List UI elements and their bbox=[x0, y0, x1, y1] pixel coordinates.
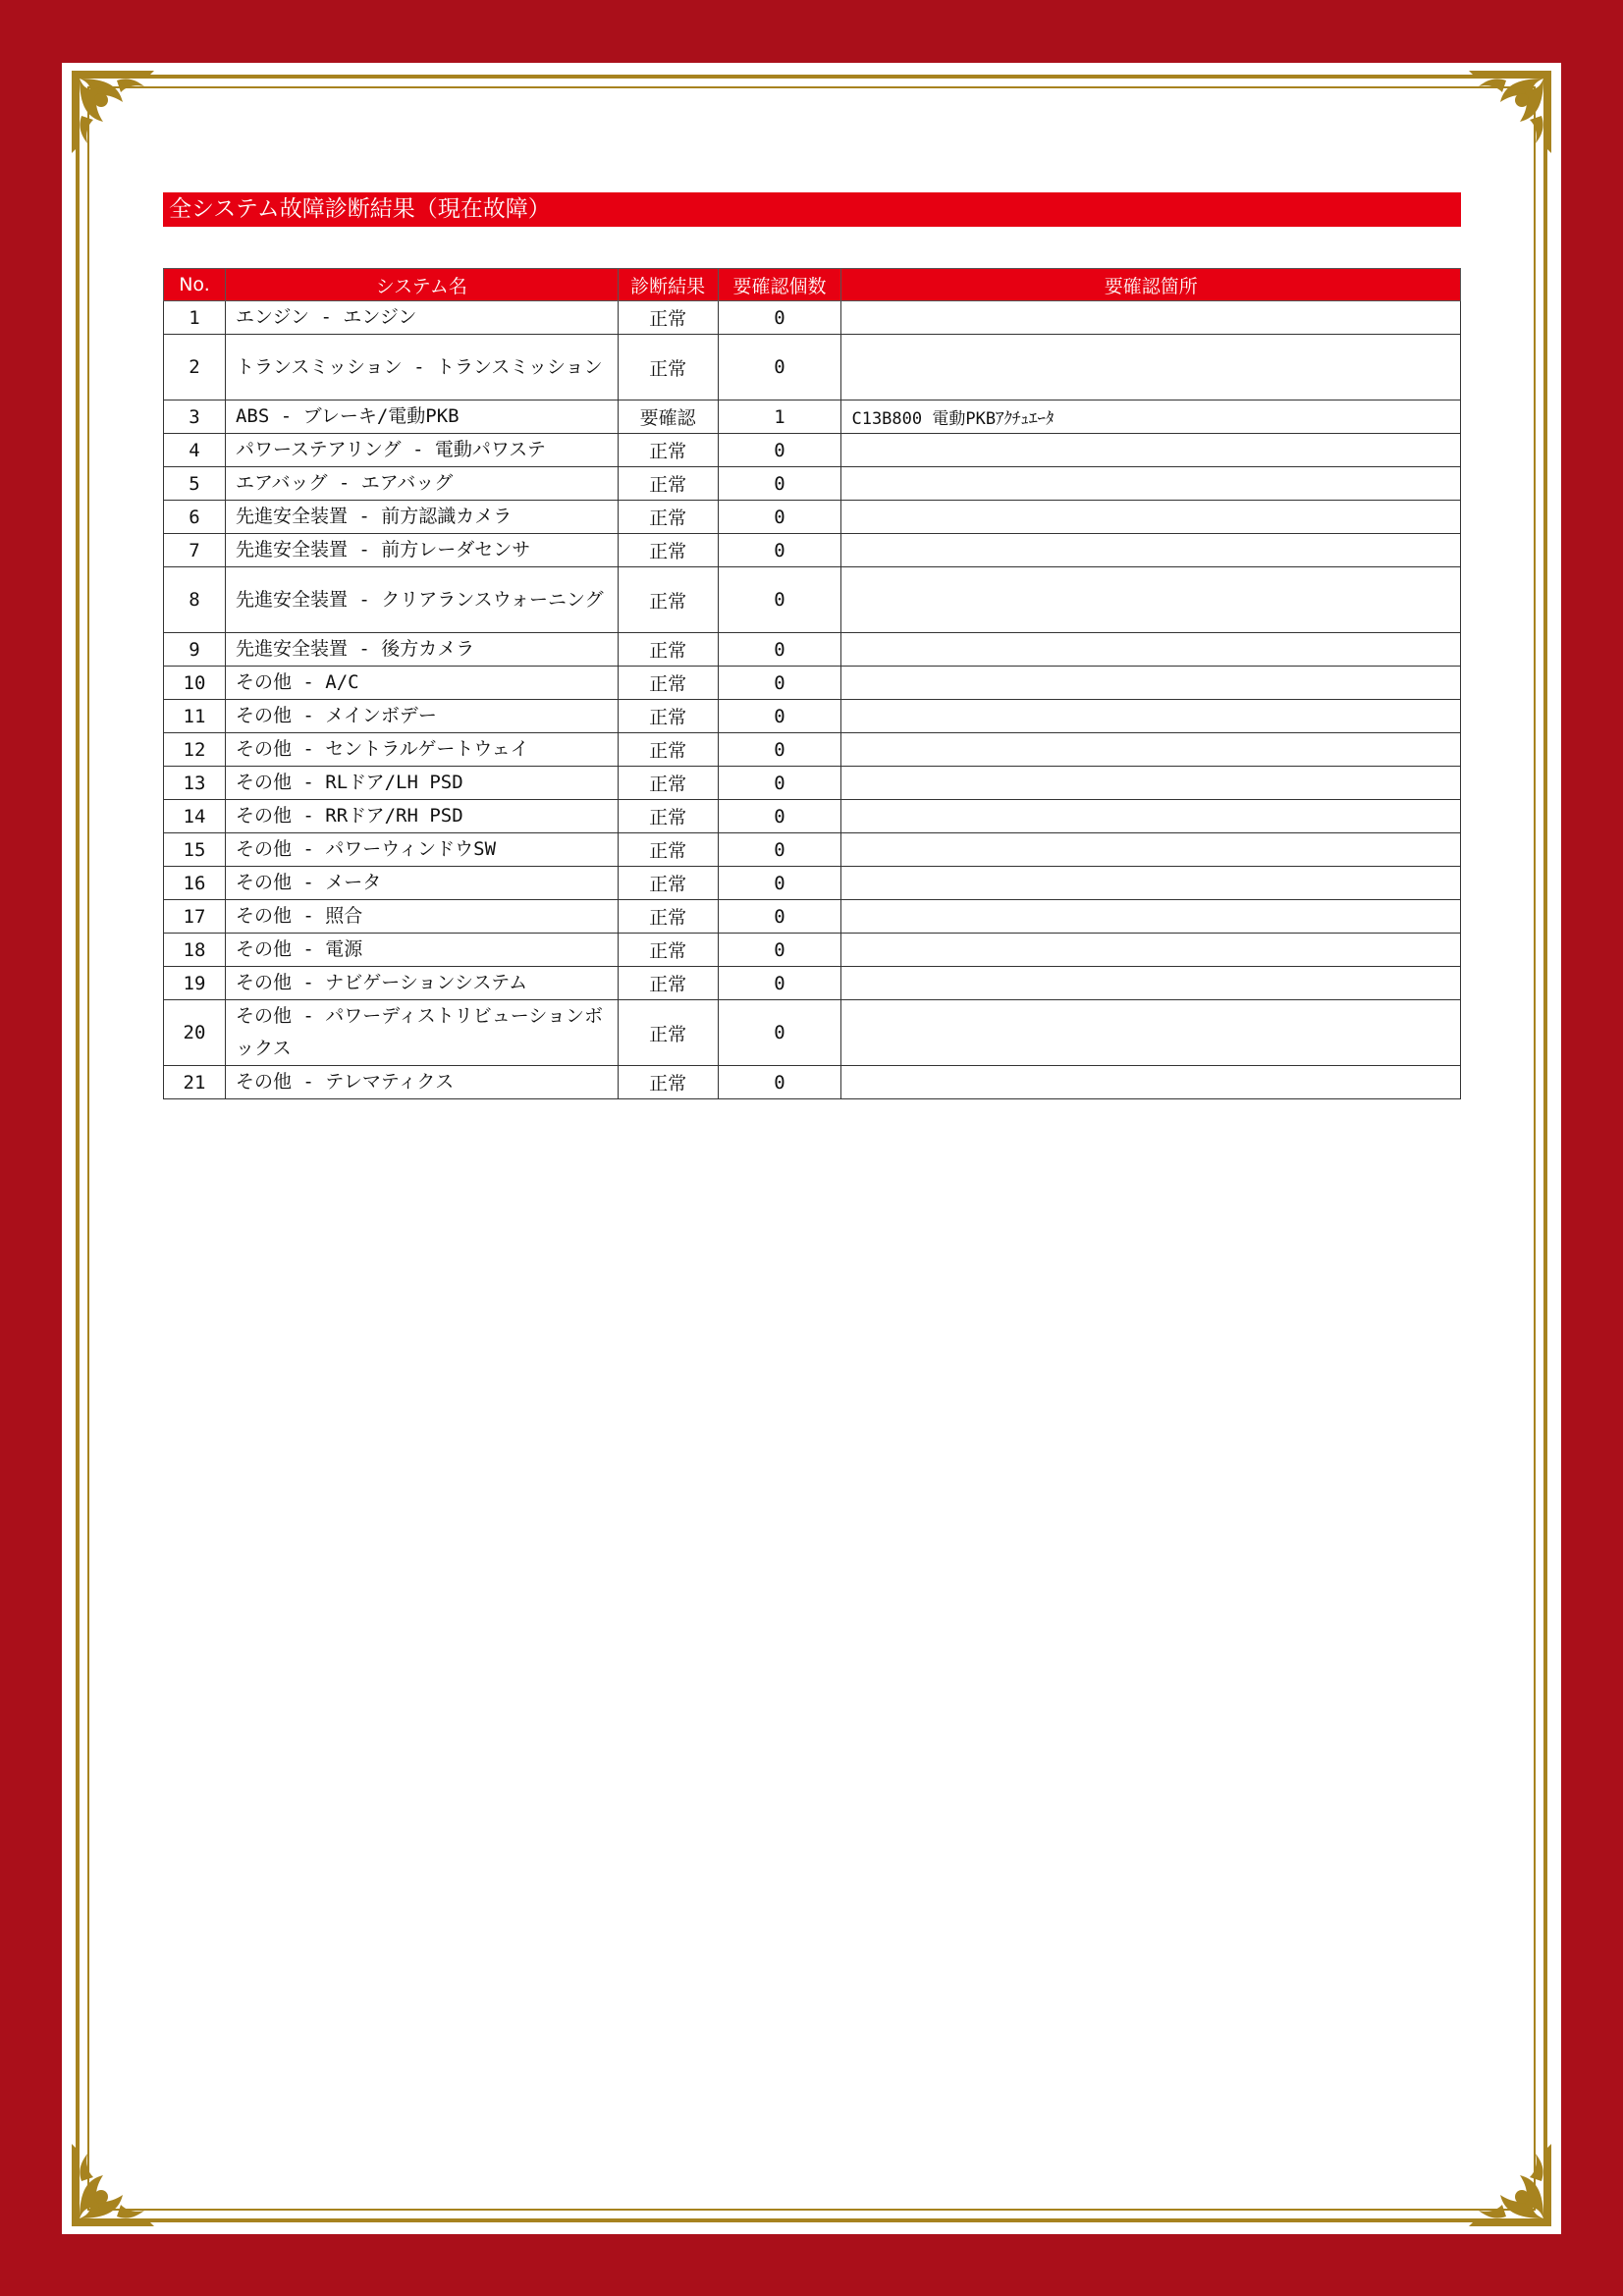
row-number-cell: 5 bbox=[164, 467, 226, 501]
diagnosis-result-cell: 正常 bbox=[618, 1000, 718, 1066]
system-name-cell: その他 - RLドア/LH PSD bbox=[225, 767, 618, 800]
check-count-cell: 0 bbox=[718, 967, 841, 1000]
diagnosis-result-cell: 正常 bbox=[618, 900, 718, 934]
check-detail-cell bbox=[841, 767, 1461, 800]
row-number-cell: 8 bbox=[164, 567, 226, 633]
check-count-cell: 0 bbox=[718, 567, 841, 633]
system-name-cell: その他 - RRドア/RH PSD bbox=[225, 800, 618, 833]
section-title: 全システム故障診断結果（現在故障） bbox=[163, 192, 1461, 227]
diagnosis-result-cell: 正常 bbox=[618, 335, 718, 400]
column-header-detail: 要確認箇所 bbox=[841, 269, 1461, 301]
table-row bbox=[164, 1000, 1461, 1066]
row-number-cell: 21 bbox=[164, 1066, 226, 1099]
table-row bbox=[164, 733, 1461, 767]
check-detail-cell bbox=[841, 567, 1461, 633]
check-count-cell: 0 bbox=[718, 833, 841, 867]
system-name-cell: パワーステアリング - 電動パワステ bbox=[225, 434, 618, 467]
table-row bbox=[164, 667, 1461, 700]
system-name-cell: その他 - パワーウィンドウSW bbox=[225, 833, 618, 867]
check-count-cell: 0 bbox=[718, 335, 841, 400]
diagnosis-result-cell: 正常 bbox=[618, 767, 718, 800]
diagnosis-result-cell: 正常 bbox=[618, 733, 718, 767]
column-header-result: 診断結果 bbox=[618, 269, 718, 301]
row-number-cell: 3 bbox=[164, 400, 226, 434]
check-detail-cell bbox=[841, 900, 1461, 934]
table-row bbox=[164, 767, 1461, 800]
table-row bbox=[164, 833, 1461, 867]
check-count-cell: 0 bbox=[718, 1066, 841, 1099]
report-page bbox=[62, 63, 1561, 2234]
row-number-cell: 4 bbox=[164, 434, 226, 467]
check-count-cell: 1 bbox=[718, 400, 841, 434]
diagnosis-table bbox=[163, 268, 1461, 1099]
row-number-cell: 14 bbox=[164, 800, 226, 833]
check-detail-cell bbox=[841, 467, 1461, 501]
system-name-cell: その他 - 照合 bbox=[225, 900, 618, 934]
row-number-cell: 2 bbox=[164, 335, 226, 400]
row-number-cell: 6 bbox=[164, 501, 226, 534]
table-row bbox=[164, 633, 1461, 667]
system-name-cell: その他 - 電源 bbox=[225, 934, 618, 967]
system-name-cell: エンジン - エンジン bbox=[225, 301, 618, 335]
diagnosis-result-cell: 正常 bbox=[618, 800, 718, 833]
system-name-cell: 先進安全装置 - 前方認識カメラ bbox=[225, 501, 618, 534]
check-detail-cell bbox=[841, 833, 1461, 867]
system-name-cell: 先進安全装置 - 前方レーダセンサ bbox=[225, 534, 618, 567]
diagnosis-result-cell: 要確認 bbox=[618, 400, 718, 434]
diagnosis-result-cell: 正常 bbox=[618, 833, 718, 867]
system-name-cell: 先進安全装置 - クリアランスウォーニング bbox=[225, 567, 618, 633]
row-number-cell: 15 bbox=[164, 833, 226, 867]
check-detail-cell bbox=[841, 301, 1461, 335]
check-count-cell: 0 bbox=[718, 501, 841, 534]
diagnosis-result-cell: 正常 bbox=[618, 934, 718, 967]
check-count-cell: 0 bbox=[718, 900, 841, 934]
check-detail-cell bbox=[841, 501, 1461, 534]
system-name-cell: その他 - メータ bbox=[225, 867, 618, 900]
check-detail-cell bbox=[841, 633, 1461, 667]
diagnosis-result-cell: 正常 bbox=[618, 700, 718, 733]
diagnosis-result-cell: 正常 bbox=[618, 534, 718, 567]
check-detail-cell bbox=[841, 967, 1461, 1000]
system-name-cell: その他 - ナビゲーションシステム bbox=[225, 967, 618, 1000]
row-number-cell: 13 bbox=[164, 767, 226, 800]
row-number-cell: 10 bbox=[164, 667, 226, 700]
check-count-cell: 0 bbox=[718, 633, 841, 667]
system-name-cell: その他 - A/C bbox=[225, 667, 618, 700]
check-detail-cell bbox=[841, 867, 1461, 900]
check-detail-cell bbox=[841, 700, 1461, 733]
table-header-row bbox=[164, 269, 1461, 301]
check-detail-cell bbox=[841, 434, 1461, 467]
system-name-cell: ABS - ブレーキ/電動PKB bbox=[225, 400, 618, 434]
check-detail-cell bbox=[841, 335, 1461, 400]
check-count-cell: 0 bbox=[718, 867, 841, 900]
table-row bbox=[164, 434, 1461, 467]
table-row bbox=[164, 700, 1461, 733]
check-count-cell: 0 bbox=[718, 434, 841, 467]
system-name-cell: トランスミッション - トランスミッション bbox=[225, 335, 618, 400]
diagnosis-result-cell: 正常 bbox=[618, 967, 718, 1000]
check-count-cell: 0 bbox=[718, 733, 841, 767]
row-number-cell: 20 bbox=[164, 1000, 226, 1066]
check-detail-cell bbox=[841, 800, 1461, 833]
diagnosis-result-cell: 正常 bbox=[618, 667, 718, 700]
corner-ornament-icon bbox=[1465, 67, 1555, 157]
check-detail-cell: C13B800 電動PKBｱｸﾁｭｴｰﾀ bbox=[841, 400, 1461, 434]
diagnosis-result-cell: 正常 bbox=[618, 501, 718, 534]
row-number-cell: 16 bbox=[164, 867, 226, 900]
diagnosis-result-cell: 正常 bbox=[618, 1066, 718, 1099]
table-row bbox=[164, 301, 1461, 335]
check-detail-cell bbox=[841, 667, 1461, 700]
system-name-cell: その他 - パワーディストリビューションボックス bbox=[225, 1000, 618, 1066]
table-row bbox=[164, 867, 1461, 900]
column-header-count: 要確認個数 bbox=[718, 269, 841, 301]
diagnosis-result-cell: 正常 bbox=[618, 467, 718, 501]
check-count-cell: 0 bbox=[718, 700, 841, 733]
table-row bbox=[164, 467, 1461, 501]
system-name-cell: その他 - テレマティクス bbox=[225, 1066, 618, 1099]
table-row bbox=[164, 534, 1461, 567]
column-header-system: システム名 bbox=[225, 269, 618, 301]
table-row bbox=[164, 501, 1461, 534]
row-number-cell: 7 bbox=[164, 534, 226, 567]
check-detail-cell bbox=[841, 1066, 1461, 1099]
diagnosis-result-cell: 正常 bbox=[618, 434, 718, 467]
check-count-cell: 0 bbox=[718, 534, 841, 567]
row-number-cell: 1 bbox=[164, 301, 226, 335]
check-count-cell: 0 bbox=[718, 667, 841, 700]
table-row bbox=[164, 400, 1461, 434]
diagnosis-result-cell: 正常 bbox=[618, 301, 718, 335]
row-number-cell: 9 bbox=[164, 633, 226, 667]
check-detail-cell bbox=[841, 1000, 1461, 1066]
check-count-cell: 0 bbox=[718, 767, 841, 800]
check-count-cell: 0 bbox=[718, 800, 841, 833]
system-name-cell: その他 - メインボデー bbox=[225, 700, 618, 733]
check-count-cell: 0 bbox=[718, 467, 841, 501]
row-number-cell: 17 bbox=[164, 900, 226, 934]
row-number-cell: 12 bbox=[164, 733, 226, 767]
row-number-cell: 19 bbox=[164, 967, 226, 1000]
check-count-cell: 0 bbox=[718, 301, 841, 335]
corner-ornament-icon bbox=[1465, 2140, 1555, 2230]
corner-ornament-icon bbox=[68, 2140, 158, 2230]
table-row bbox=[164, 900, 1461, 934]
table-row bbox=[164, 934, 1461, 967]
row-number-cell: 18 bbox=[164, 934, 226, 967]
check-detail-cell bbox=[841, 534, 1461, 567]
system-name-cell: その他 - セントラルゲートウェイ bbox=[225, 733, 618, 767]
column-header-no: No. bbox=[164, 269, 226, 301]
table-row bbox=[164, 967, 1461, 1000]
table-row bbox=[164, 800, 1461, 833]
table-row bbox=[164, 1066, 1461, 1099]
system-name-cell: エアバッグ - エアバッグ bbox=[225, 467, 618, 501]
check-count-cell: 0 bbox=[718, 1000, 841, 1066]
system-name-cell: 先進安全装置 - 後方カメラ bbox=[225, 633, 618, 667]
diagnosis-result-cell: 正常 bbox=[618, 567, 718, 633]
check-detail-cell bbox=[841, 733, 1461, 767]
diagnosis-result-cell: 正常 bbox=[618, 867, 718, 900]
diagnosis-result-cell: 正常 bbox=[618, 633, 718, 667]
check-count-cell: 0 bbox=[718, 934, 841, 967]
row-number-cell: 11 bbox=[164, 700, 226, 733]
table-row bbox=[164, 335, 1461, 400]
table-row bbox=[164, 567, 1461, 633]
corner-ornament-icon bbox=[68, 67, 158, 157]
check-detail-cell bbox=[841, 934, 1461, 967]
